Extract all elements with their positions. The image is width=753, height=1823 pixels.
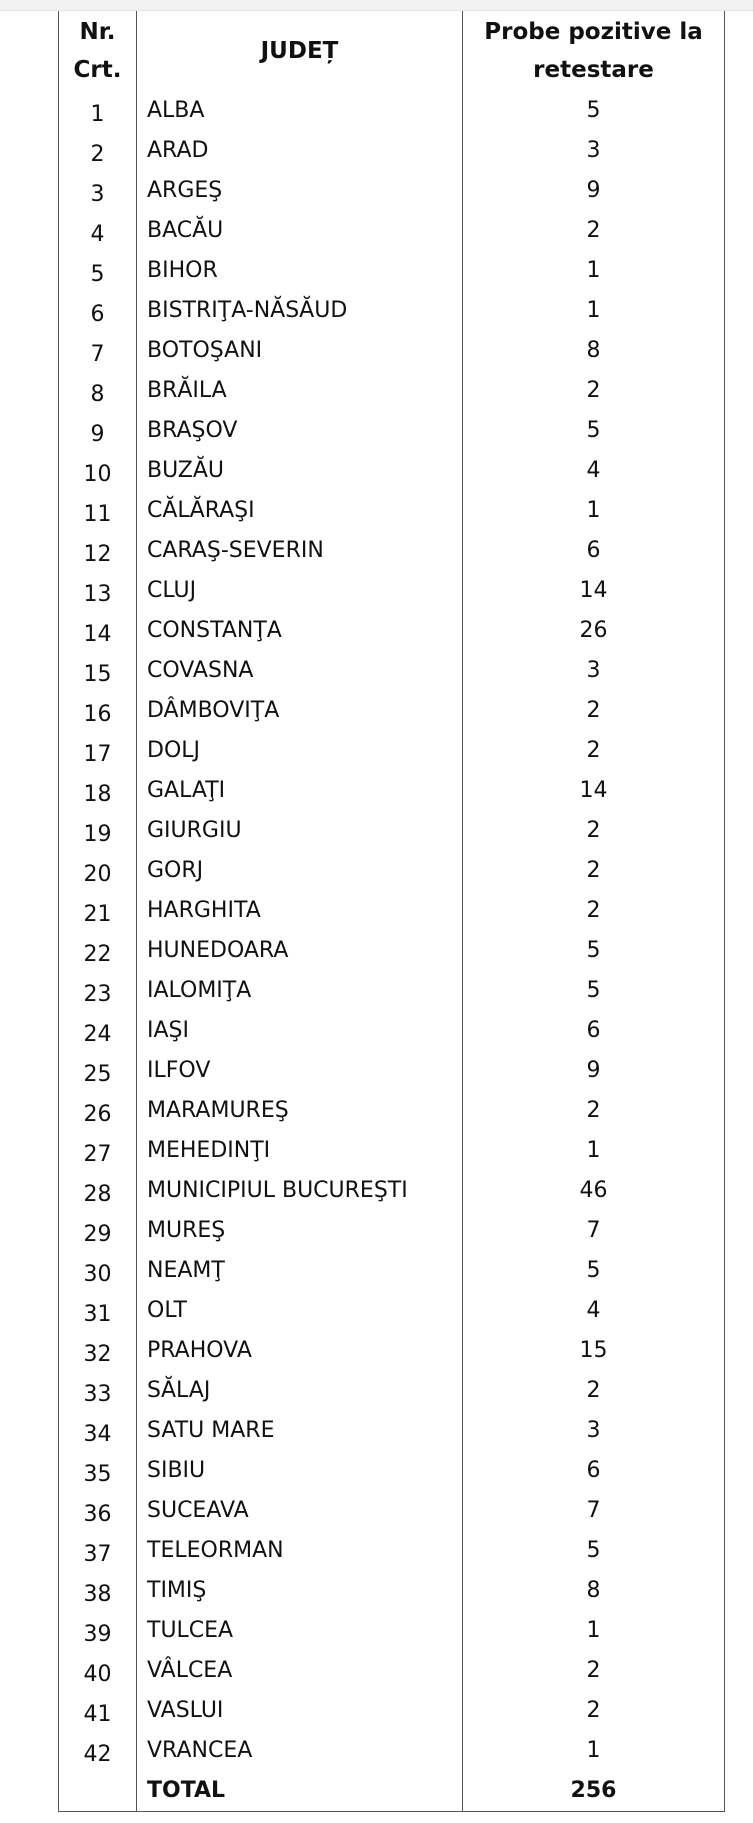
positive-count-cell: 2 (463, 891, 725, 931)
table-row (59, 931, 725, 971)
table-row (59, 731, 725, 771)
county-name-cell: VASLUI (137, 1691, 463, 1731)
row-number-cell: 2 (59, 131, 137, 171)
row-number-cell: 29 (59, 1211, 137, 1251)
county-name-cell: HUNEDOARA (137, 931, 463, 971)
positive-count-cell: 1 (463, 1131, 725, 1171)
positive-count-cell: 5 (463, 971, 725, 1011)
row-number-cell: 5 (59, 251, 137, 291)
header-probe-line2: retestare (533, 57, 654, 83)
table-row (59, 1411, 725, 1451)
table-row (59, 171, 725, 211)
positive-count-cell: 46 (463, 1171, 725, 1211)
table-row (59, 131, 725, 171)
table-row (59, 1611, 725, 1651)
table-row (59, 1251, 725, 1291)
table-row (59, 1011, 725, 1051)
positive-count-cell: 8 (463, 331, 725, 371)
county-name-cell: COVASNA (137, 651, 463, 691)
row-number-cell: 27 (59, 1131, 137, 1171)
county-name-cell: SUCEAVA (137, 1491, 463, 1531)
table-row (59, 611, 725, 651)
county-name-cell: MEHEDINŢI (137, 1131, 463, 1171)
county-name-cell: CLUJ (137, 571, 463, 611)
county-name-cell: CĂLĂRAŞI (137, 491, 463, 531)
positive-count-cell: 5 (463, 91, 725, 131)
row-number-cell: 21 (59, 891, 137, 931)
positive-count-cell: 15 (463, 1331, 725, 1371)
row-number-cell: 40 (59, 1651, 137, 1691)
row-number-cell: 8 (59, 371, 137, 411)
row-number-cell: 10 (59, 451, 137, 491)
county-name-cell: MUNICIPIUL BUCUREŞTI (137, 1171, 463, 1211)
header-nr-line1: Nr. (79, 19, 116, 45)
positive-count-cell: 2 (463, 731, 725, 771)
row-number-cell: 31 (59, 1291, 137, 1331)
row-number-cell: 24 (59, 1011, 137, 1051)
county-name-cell: BOTOŞANI (137, 331, 463, 371)
table-row (59, 451, 725, 491)
positive-count-cell: 2 (463, 811, 725, 851)
total-row (59, 1771, 725, 1812)
county-name-cell: PRAHOVA (137, 1331, 463, 1371)
positive-count-cell: 4 (463, 1291, 725, 1331)
total-value: 256 (463, 1771, 725, 1812)
row-number-cell: 14 (59, 611, 137, 651)
table-row (59, 1091, 725, 1131)
table-row (59, 571, 725, 611)
table-row (59, 491, 725, 531)
positive-count-cell: 2 (463, 371, 725, 411)
county-name-cell: BUZĂU (137, 451, 463, 491)
positive-count-cell: 1 (463, 1731, 725, 1771)
row-number-cell: 39 (59, 1611, 137, 1651)
county-name-cell: DÂMBOVIŢA (137, 691, 463, 731)
table-row (59, 411, 725, 451)
table-row (59, 891, 725, 931)
positive-count-cell: 2 (463, 851, 725, 891)
table-row (59, 1451, 725, 1491)
header-nr-crt (59, 11, 137, 91)
county-name-cell: ARGEŞ (137, 171, 463, 211)
county-name-cell: HARGHITA (137, 891, 463, 931)
table-row (59, 1211, 725, 1251)
table-row (59, 1371, 725, 1411)
table-row (59, 1171, 725, 1211)
row-number-cell: 22 (59, 931, 137, 971)
positive-count-cell: 5 (463, 411, 725, 451)
county-name-cell: TULCEA (137, 1611, 463, 1651)
positive-count-cell: 9 (463, 1051, 725, 1091)
positive-count-cell: 3 (463, 651, 725, 691)
header-row (59, 11, 725, 91)
row-number-cell: 4 (59, 211, 137, 251)
positive-retest-table-container (58, 11, 724, 1812)
row-number-cell: 23 (59, 971, 137, 1011)
row-number-cell: 17 (59, 731, 137, 771)
county-name-cell: MARAMUREŞ (137, 1091, 463, 1131)
county-name-cell: GALAŢI (137, 771, 463, 811)
positive-count-cell: 14 (463, 571, 725, 611)
row-number-cell: 18 (59, 771, 137, 811)
table-row (59, 1651, 725, 1691)
row-number-cell: 36 (59, 1491, 137, 1531)
county-name-cell: GIURGIU (137, 811, 463, 851)
positive-count-cell: 3 (463, 1411, 725, 1451)
table-row (59, 851, 725, 891)
table-body (59, 91, 725, 1812)
row-number-cell: 32 (59, 1331, 137, 1371)
table-row (59, 1571, 725, 1611)
county-name-cell: CONSTANŢA (137, 611, 463, 651)
table-header (59, 11, 725, 91)
total-label: TOTAL (137, 1771, 463, 1812)
table-row (59, 91, 725, 131)
table-row (59, 1491, 725, 1531)
positive-count-cell: 9 (463, 171, 725, 211)
positive-count-cell: 2 (463, 211, 725, 251)
row-number-cell: 33 (59, 1371, 137, 1411)
row-number-cell: 37 (59, 1531, 137, 1571)
county-name-cell: GORJ (137, 851, 463, 891)
positive-count-cell: 5 (463, 1251, 725, 1291)
table-row (59, 1691, 725, 1731)
county-name-cell: SATU MARE (137, 1411, 463, 1451)
table-row (59, 651, 725, 691)
positive-count-cell: 2 (463, 1091, 725, 1131)
county-name-cell: DOLJ (137, 731, 463, 771)
county-name-cell: OLT (137, 1291, 463, 1331)
row-number-cell: 20 (59, 851, 137, 891)
positive-count-cell: 1 (463, 1611, 725, 1651)
positive-count-cell: 2 (463, 1651, 725, 1691)
positive-count-cell: 8 (463, 1571, 725, 1611)
row-number-cell: 1 (59, 91, 137, 131)
county-name-cell: BRAŞOV (137, 411, 463, 451)
county-name-cell: TELEORMAN (137, 1531, 463, 1571)
table-row (59, 291, 725, 331)
table-row (59, 331, 725, 371)
row-number-cell: 7 (59, 331, 137, 371)
header-probe-line1: Probe pozitive la (484, 19, 703, 45)
positive-count-cell: 7 (463, 1211, 725, 1251)
table-row (59, 971, 725, 1011)
table-row (59, 1331, 725, 1371)
row-number-cell: 26 (59, 1091, 137, 1131)
county-name-cell: NEAMŢ (137, 1251, 463, 1291)
positive-count-cell: 6 (463, 1011, 725, 1051)
table-row (59, 1531, 725, 1571)
row-number-cell: 11 (59, 491, 137, 531)
row-number-cell: 25 (59, 1051, 137, 1091)
positive-count-cell: 6 (463, 1451, 725, 1491)
page-top-bar (0, 0, 753, 11)
county-name-cell: SĂLAJ (137, 1371, 463, 1411)
positive-count-cell: 3 (463, 131, 725, 171)
row-number-cell: 3 (59, 171, 137, 211)
positive-count-cell: 26 (463, 611, 725, 651)
row-number-cell: 38 (59, 1571, 137, 1611)
county-name-cell: ILFOV (137, 1051, 463, 1091)
county-name-cell: IAŞI (137, 1011, 463, 1051)
county-name-cell: BIHOR (137, 251, 463, 291)
table-row (59, 1291, 725, 1331)
table-row (59, 771, 725, 811)
row-number-cell: 9 (59, 411, 137, 451)
county-name-cell: IALOMIŢA (137, 971, 463, 1011)
row-number-cell: 12 (59, 531, 137, 571)
positive-count-cell: 1 (463, 491, 725, 531)
positive-count-cell: 4 (463, 451, 725, 491)
header-probe-pozitive (463, 11, 725, 91)
row-number-cell: 35 (59, 1451, 137, 1491)
table-row (59, 531, 725, 571)
row-number-cell: 34 (59, 1411, 137, 1451)
positive-count-cell: 2 (463, 691, 725, 731)
positive-count-cell: 1 (463, 291, 725, 331)
table-row (59, 251, 725, 291)
table-row (59, 1131, 725, 1171)
positive-count-cell: 14 (463, 771, 725, 811)
header-nr-line2: Crt. (73, 57, 122, 83)
positive-count-cell: 6 (463, 531, 725, 571)
county-name-cell: BACĂU (137, 211, 463, 251)
county-name-cell: BISTRIŢA-NĂSĂUD (137, 291, 463, 331)
county-name-cell: CARAŞ-SEVERIN (137, 531, 463, 571)
county-name-cell: ARAD (137, 131, 463, 171)
row-number-cell: 6 (59, 291, 137, 331)
positive-count-cell: 5 (463, 931, 725, 971)
county-name-cell: SIBIU (137, 1451, 463, 1491)
county-name-cell: ALBA (137, 91, 463, 131)
row-number-cell: 16 (59, 691, 137, 731)
county-name-cell: TIMIŞ (137, 1571, 463, 1611)
county-name-cell: BRĂILA (137, 371, 463, 411)
county-name-cell: VÂLCEA (137, 1651, 463, 1691)
table-row (59, 371, 725, 411)
positive-count-cell: 2 (463, 1691, 725, 1731)
table-row (59, 691, 725, 731)
row-number-cell: 15 (59, 651, 137, 691)
table-row (59, 1051, 725, 1091)
positive-count-cell: 2 (463, 1371, 725, 1411)
positive-count-cell: 1 (463, 251, 725, 291)
row-number-cell: 28 (59, 1171, 137, 1211)
row-number-cell: 42 (59, 1731, 137, 1771)
header-judet: JUDEȚ (137, 11, 463, 91)
row-number-cell: 13 (59, 571, 137, 611)
row-number-cell: 30 (59, 1251, 137, 1291)
table-row (59, 211, 725, 251)
table-row (59, 1731, 725, 1771)
positive-count-cell: 5 (463, 1531, 725, 1571)
positive-retest-table (58, 11, 725, 1812)
row-number-cell: 41 (59, 1691, 137, 1731)
total-nr-cell (59, 1771, 137, 1812)
county-name-cell: VRANCEA (137, 1731, 463, 1771)
row-number-cell: 19 (59, 811, 137, 851)
table-row (59, 811, 725, 851)
positive-count-cell: 7 (463, 1491, 725, 1531)
county-name-cell: MUREŞ (137, 1211, 463, 1251)
